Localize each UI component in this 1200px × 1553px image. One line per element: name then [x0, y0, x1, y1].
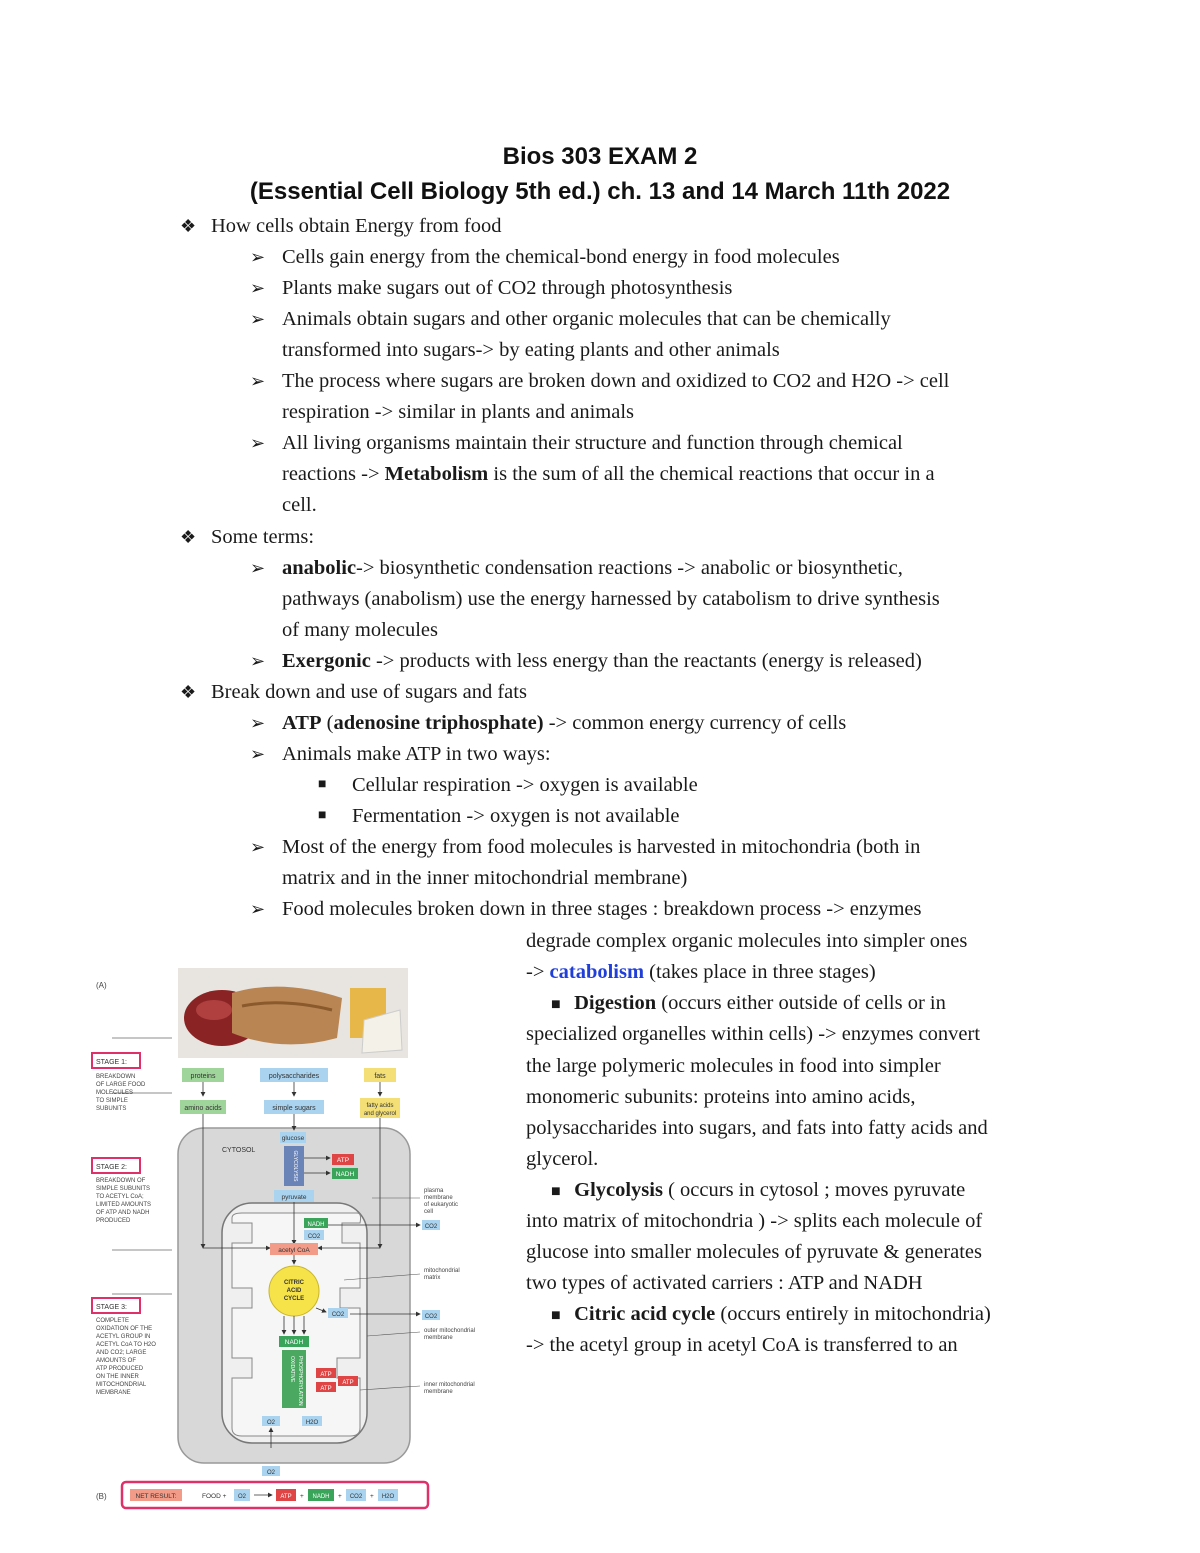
text: (occurs entirely in mitochondria) — [715, 1303, 991, 1325]
arrow-bullet: ➢ — [250, 837, 266, 857]
square-bullet: ■ — [551, 996, 561, 1013]
term-adenosine: adenosine triphosphate) — [333, 712, 544, 734]
text: (takes place in three stages) — [644, 961, 876, 983]
text: reactions -> — [282, 463, 385, 485]
stage3-desc-line: ACETYL CoA TO H2O — [96, 1342, 156, 1348]
list-item: degrade complex organic molecules into simpler ones — [526, 930, 968, 952]
list-item: Animals make ATP in two ways: — [282, 743, 551, 765]
list-item: glucose into smaller molecules of pyruvate & generates — [526, 1241, 982, 1263]
list-item — [282, 461, 935, 487]
co2-label: CO2 — [424, 1314, 438, 1320]
stage3-desc-line: MITOCHONDRIAL — [96, 1382, 147, 1388]
bread-picture — [232, 987, 342, 1045]
matrix-text: mitochondrial — [424, 1268, 460, 1274]
list-item: respiration -> similar in plants and animals — [282, 401, 635, 423]
list-item: Plants make sugars out of CO2 through photosynthesis — [282, 277, 733, 299]
amino-acids-label: amino acids — [184, 1105, 222, 1112]
plasma-membrane-text: membrane — [424, 1195, 453, 1201]
list-item: glycerol. — [526, 1148, 599, 1170]
list-item — [282, 555, 903, 581]
section-heading: How cells obtain Energy from food — [211, 215, 502, 237]
plus-sign: + — [338, 1493, 342, 1500]
o2-label: O2 — [237, 1494, 247, 1500]
list-item — [551, 990, 946, 1018]
nadh-label: NADH — [284, 1339, 304, 1346]
net-result-label: NET RESULT: — [135, 1493, 177, 1500]
arrow-bullet: ➢ — [250, 713, 266, 733]
list-item — [551, 1301, 991, 1329]
list-item: into matrix of mitochondria ) -> splits each molecule of — [526, 1210, 983, 1232]
stage3-desc-line: ACETYL GROUP IN — [96, 1334, 151, 1340]
citric-label: CYCLE — [283, 1296, 305, 1302]
text: ( — [321, 712, 334, 734]
proteins-label: proteins — [190, 1073, 216, 1080]
plasma-membrane-text: plasma — [424, 1188, 444, 1194]
plasma-membrane-label — [424, 1188, 458, 1215]
nadh-label: NADH — [307, 1222, 325, 1228]
stage2-desc-line: SIMPLE SUBUNITS — [96, 1186, 151, 1192]
stage1-label: STAGE 1: — [96, 1059, 127, 1066]
square-bullet: ■ — [551, 1307, 561, 1324]
atp-label: ATP — [320, 1386, 332, 1392]
arrow-bullet: ➢ — [250, 278, 266, 298]
simple-sugars-label: simple sugars — [272, 1105, 316, 1112]
term-citric-acid-cycle: Citric acid cycle — [574, 1303, 716, 1325]
list-item — [551, 1177, 965, 1205]
list-item: monomeric subunits: proteins into amino acids, — [526, 1086, 916, 1108]
atp-label: ATP — [336, 1157, 350, 1164]
list-item — [282, 710, 846, 736]
stage1-desc-line: MOLECULES — [96, 1090, 134, 1096]
arrow-bullet: ➢ — [250, 371, 266, 391]
panel-b-label: (B) — [96, 1492, 107, 1501]
food-label: FOOD + — [202, 1493, 227, 1500]
fats-label: fats — [374, 1073, 386, 1080]
figure-svg — [82, 958, 502, 1518]
stage1-desc-line: TO SIMPLE — [96, 1098, 128, 1104]
glycolysis-label: GLYCOLYSIS — [292, 1150, 298, 1182]
fatty-acids-label: fatty acids — [366, 1103, 394, 1109]
square-bullet: ■ — [318, 808, 327, 823]
list-item: polysaccharides into sugars, and fats into fatty acids and — [526, 1117, 988, 1139]
term-anabolic: anabolic — [282, 557, 357, 579]
stage2-desc-line: PRODUCED — [96, 1218, 131, 1224]
stage3-label: STAGE 3: — [96, 1304, 127, 1311]
co2-label: CO2 — [349, 1494, 363, 1500]
arrow-bullet: ➢ — [250, 309, 266, 329]
list-item: cell. — [282, 494, 317, 516]
list-item: transformed into sugars-> by eating plants and other animals — [282, 339, 780, 361]
pyruvate-label: pyruvate — [281, 1194, 307, 1201]
inner-membrane-text: inner mitochondrial — [424, 1382, 475, 1388]
list-item: Most of the energy from food molecules is harvested in mitochondria (both in — [282, 836, 921, 858]
term-glycolysis: Glycolysis — [574, 1179, 663, 1201]
plasma-membrane-text: cell — [424, 1209, 434, 1215]
list-item — [282, 648, 922, 674]
oxphos-label: OXIDATIVE — [289, 1356, 295, 1383]
list-item: All living organisms maintain their structure and function through chemical — [282, 432, 903, 454]
text: -> common energy currency of cells — [543, 712, 847, 734]
section-heading: Some terms: — [211, 526, 315, 548]
list-item: The process where sugars are broken down and oxidized to CO2 and H2O -> cell — [282, 370, 950, 392]
co2-label: CO2 — [307, 1234, 321, 1240]
atp-label: ATP — [280, 1494, 292, 1500]
list-item: specialized organelles within cells) -> enzymes convert — [526, 1023, 981, 1045]
stage2-desc-line: OF ATP AND NADH — [96, 1210, 150, 1216]
oxphos-label: PHOSPHORYLATION — [297, 1356, 303, 1406]
list-item: of many molecules — [282, 619, 438, 641]
page-title: Bios 303 EXAM 2 — [502, 143, 698, 170]
h2o-label: H2O — [381, 1494, 395, 1500]
list-item: the large polymeric molecules in food into simpler — [526, 1055, 941, 1077]
list-item: -> the acetyl group in acetyl CoA is transferred to an — [526, 1334, 958, 1356]
term-exergonic: Exergonic — [282, 650, 371, 672]
text: -> biosynthetic condensation reactions -> anabolic or biosynthetic, — [356, 557, 903, 579]
square-bullet: ■ — [318, 777, 327, 792]
arrow-bullet: ➢ — [250, 899, 266, 919]
nadh-label: NADH — [312, 1494, 330, 1500]
list-item: Cells gain energy from the chemical-bond energy in food molecules — [282, 246, 840, 268]
term-digestion: Digestion — [574, 992, 657, 1014]
stage2-desc-line: BREAKDOWN OF — [96, 1178, 146, 1184]
o2-label: O2 — [266, 1470, 276, 1476]
term-metabolism: Metabolism — [384, 463, 489, 485]
stage2-desc-line: TO ACETYL CoA; — [96, 1194, 144, 1200]
citric-label: ACID — [286, 1288, 302, 1294]
diamond-bullet: ❖ — [180, 527, 197, 547]
stage3-desc-line: ATP PRODUCED — [96, 1366, 144, 1372]
plasma-membrane-text: of eukaryotic — [424, 1202, 459, 1208]
stage3-desc-line: MEMBRANE — [96, 1390, 131, 1396]
list-item: matrix and in the inner mitochondrial membrane) — [282, 867, 688, 889]
term-atp: ATP — [282, 712, 322, 734]
plus-sign: + — [370, 1493, 374, 1500]
stage1-desc-line: OF LARGE FOOD — [96, 1082, 146, 1088]
o2-label: O2 — [266, 1420, 276, 1426]
list-item: Animals obtain sugars and other organic molecules that can be chemically — [282, 308, 891, 330]
diamond-bullet: ❖ — [180, 216, 197, 236]
outer-membrane-text: outer mitochondrial — [424, 1328, 476, 1334]
inner-membrane-text: membrane — [424, 1389, 453, 1395]
acetyl-coa-label: acetyl CoA — [278, 1247, 310, 1254]
list-item: Fermentation -> oxygen is not available — [352, 805, 680, 827]
section-heading: Break down and use of sugars and fats — [211, 681, 527, 703]
matrix-label — [424, 1268, 460, 1281]
fatty-acids-label: and glycerol — [363, 1111, 397, 1117]
stage1-desc-line: SUBUNITS — [96, 1106, 127, 1112]
list-item: Food molecules broken down in three stages : breakdown process -> enzymes — [282, 898, 922, 920]
nadh-label: NADH — [335, 1171, 355, 1178]
stage2-label: STAGE 2: — [96, 1164, 127, 1171]
catabolism-stages-figure — [82, 958, 502, 1518]
diamond-bullet: ❖ — [180, 682, 197, 702]
text: (occurs either outside of cells or in — [656, 992, 946, 1014]
square-bullet: ■ — [551, 1183, 561, 1200]
plus-sign: + — [300, 1493, 304, 1500]
term-catabolism: catabolism — [549, 961, 645, 983]
stage2-desc — [96, 1178, 151, 1224]
stage3-desc-line: COMPLETE — [96, 1318, 130, 1324]
cytosol-label: CYTOSOL — [222, 1147, 256, 1154]
outer-membrane-text: membrane — [424, 1335, 453, 1341]
list-item: pathways (anabolism) use the energy harnessed by catabolism to drive synthesis — [282, 588, 940, 610]
glucose-label: glucose — [281, 1135, 305, 1142]
h2o-label: H2O — [305, 1420, 319, 1426]
stage3-desc — [96, 1318, 156, 1396]
arrow-bullet: ➢ — [250, 651, 266, 671]
arrow-bullet: ➢ — [250, 558, 266, 578]
stage3-desc-line: AND CO2; LARGE — [96, 1350, 147, 1356]
list-item: Cellular respiration -> oxygen is available — [352, 774, 698, 796]
arrow-bullet: ➢ — [250, 433, 266, 453]
stage1-desc-line: BREAKDOWN — [96, 1074, 136, 1080]
text: -> products with less energy than the reactants (energy is released) — [370, 650, 922, 672]
arrow-bullet: ➢ — [250, 744, 266, 764]
outer-membrane-label — [424, 1328, 475, 1341]
stage3-desc-line: AMOUNTS OF — [96, 1358, 136, 1364]
atp-label: ATP — [342, 1380, 354, 1386]
text: ( occurs in cytosol ; moves pyruvate — [662, 1179, 966, 1201]
panel-a-label: (A) — [96, 981, 107, 990]
co2-label: CO2 — [424, 1224, 438, 1230]
text: -> — [526, 961, 550, 983]
citric-label: CITRIC — [284, 1280, 304, 1286]
text: is the sum of all the chemical reactions that occur in a — [488, 463, 935, 485]
atp-label: ATP — [320, 1372, 332, 1378]
stage2-desc-line: LIMITED AMOUNTS — [96, 1202, 152, 1208]
list-item — [526, 959, 876, 985]
stage3-desc-line: ON THE INNER — [96, 1374, 139, 1380]
arrow-bullet: ➢ — [250, 247, 266, 267]
polysaccharides-label: polysaccharides — [268, 1073, 320, 1080]
page-subtitle: (Essential Cell Biology 5th ed.) ch. 13 and 14 March 11th 2022 — [249, 178, 951, 205]
inner-membrane-label — [424, 1382, 475, 1395]
list-item: two types of activated carriers : ATP and NADH — [526, 1272, 923, 1294]
stage3-desc-line: OXIDATION OF THE — [96, 1326, 153, 1332]
co2-label: CO2 — [331, 1312, 345, 1318]
matrix-text: matrix — [424, 1275, 441, 1281]
